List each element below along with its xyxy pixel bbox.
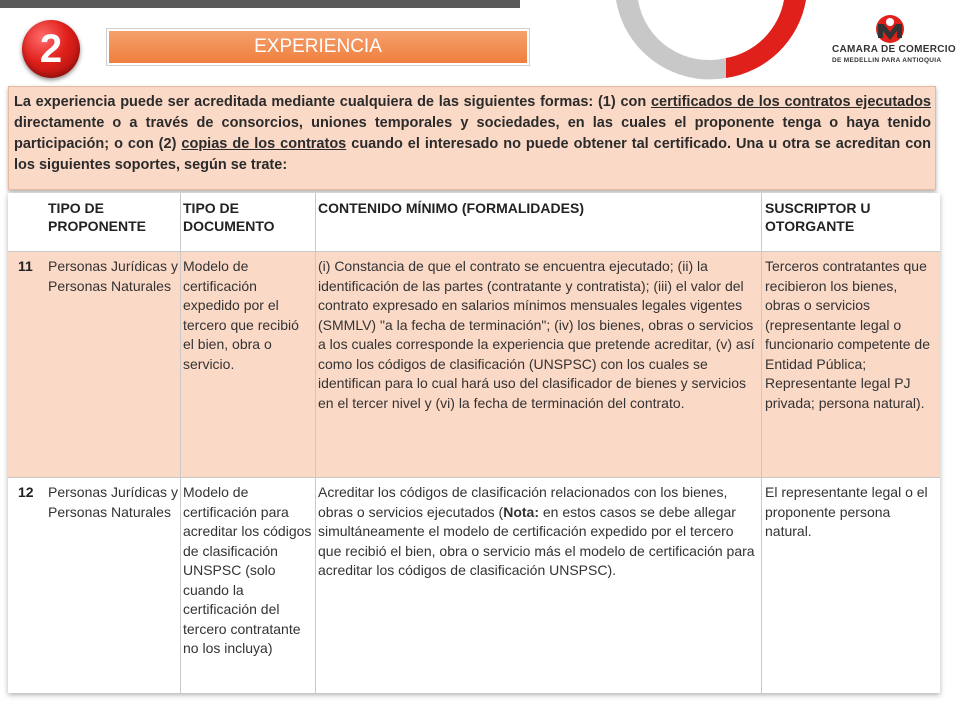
header-contenido-minimo: CONTENIDO MÍNIMO (FORMALIDADES): [318, 200, 584, 216]
row-number: 12: [18, 484, 34, 500]
cell-proponente: Personas Jurídicas y Personas Naturales: [48, 484, 178, 520]
contenido-text-a: Acreditar los códigos de clasificación relacionados con los bienes, obras o servicios ejecutados (: [318, 484, 728, 520]
cell-documento: Modelo de certificación para acreditar los códigos de clasificación UNSPSC (solo cuando la certificación del tercero contratante no los incluya): [183, 484, 312, 656]
row-divider: [8, 477, 940, 478]
table-header-row: [8, 193, 940, 251]
logo-text-line2: DE MEDELLIN PARA ANTIOQUIA: [832, 57, 942, 64]
contenido-text-b: en estos casos se debe allegar simultáneamente el modelo de certificación expedido por el tercero que recibió el bien, obra o servicio más el modelo de certificación para acreditar los códigos de clasificación UNSPSC).: [318, 503, 755, 578]
intro-paragraph: [8, 86, 936, 190]
cell-contenido: (i) Constancia de que el contrato se encuentra ejecutado; (ii) la identificación de las partes (contratante y contratista); (iii) el valor del contrato expresado en salarios mínimos mensuales legales vigentes (SMMLV) "a la fecha de terminación"; (iv) los bienes, obras o servicios a los cuales corresponde la experiencia que pretende acreditar, (v) así como los códigos de clasificación (UNSPSC) con los cuales se identifican para lo cual hará uso del clasificador de bienes y servicios en el tercer nivel y (vi) la fecha de terminación del contrato.: [318, 258, 755, 411]
section-title-box: [106, 28, 530, 66]
cell-suscriptor: Terceros contratantes que recibieron los bienes, obras o servicios (representante legal o funcionario competente de Entidad Pública; Representante legal PJ privada; persona natural).: [765, 258, 930, 411]
column-divider: [315, 193, 316, 693]
top-bar: [0, 0, 520, 8]
cell-documento: Modelo de certificación expedido por el tercero que recibió el bien, obra o servicio.: [183, 258, 299, 372]
chamber-logo-icon: [870, 14, 910, 44]
row-number: 11: [18, 258, 33, 274]
intro-underlined-2: copias de los contratos: [181, 136, 347, 152]
section-number-badge: 2: [22, 20, 80, 78]
cell-proponente: Personas Jurídicas y Personas Naturales: [48, 258, 178, 294]
intro-underlined-1: certificados de los contratos ejecutados: [650, 94, 931, 110]
logo-text-line1: CAMARA DE COMERCIO: [832, 44, 956, 55]
header-suscriptor: SUSCRIPTOR U OTORGANTE: [765, 200, 871, 234]
header-tipo-documento: TIPO DE DOCUMENTO: [183, 200, 275, 234]
intro-text-3: cuando el interesado no puede obtener tal certificado. Una u otra se acreditan con los siguientes soportes, según se trate:: [14, 136, 932, 173]
column-divider: [180, 193, 181, 693]
intro-text-1: La experiencia puede ser acreditada mediante cualquiera de las siguientes formas: (1) con: [14, 94, 651, 110]
section-title: EXPERIENCIA: [109, 31, 527, 63]
requirements-table: [8, 193, 940, 693]
header-tipo-proponente: TIPO DE PROPONENTE: [48, 200, 147, 234]
cell-suscriptor: El representante legal o el proponente persona natural.: [765, 484, 928, 539]
intro-text-2: directamente o a través de consorcios, uniones temporales y sociedades, en las cuales el proponente tenga o haya tenido participación; o con (2): [14, 115, 931, 152]
cell-contenido: [318, 483, 758, 581]
nota-label: Nota:: [503, 503, 539, 520]
table-row: [8, 477, 940, 693]
row-divider: [8, 251, 940, 252]
column-divider: [761, 193, 762, 693]
decorative-ring-icon: [606, 0, 816, 80]
table-row: [8, 251, 940, 477]
